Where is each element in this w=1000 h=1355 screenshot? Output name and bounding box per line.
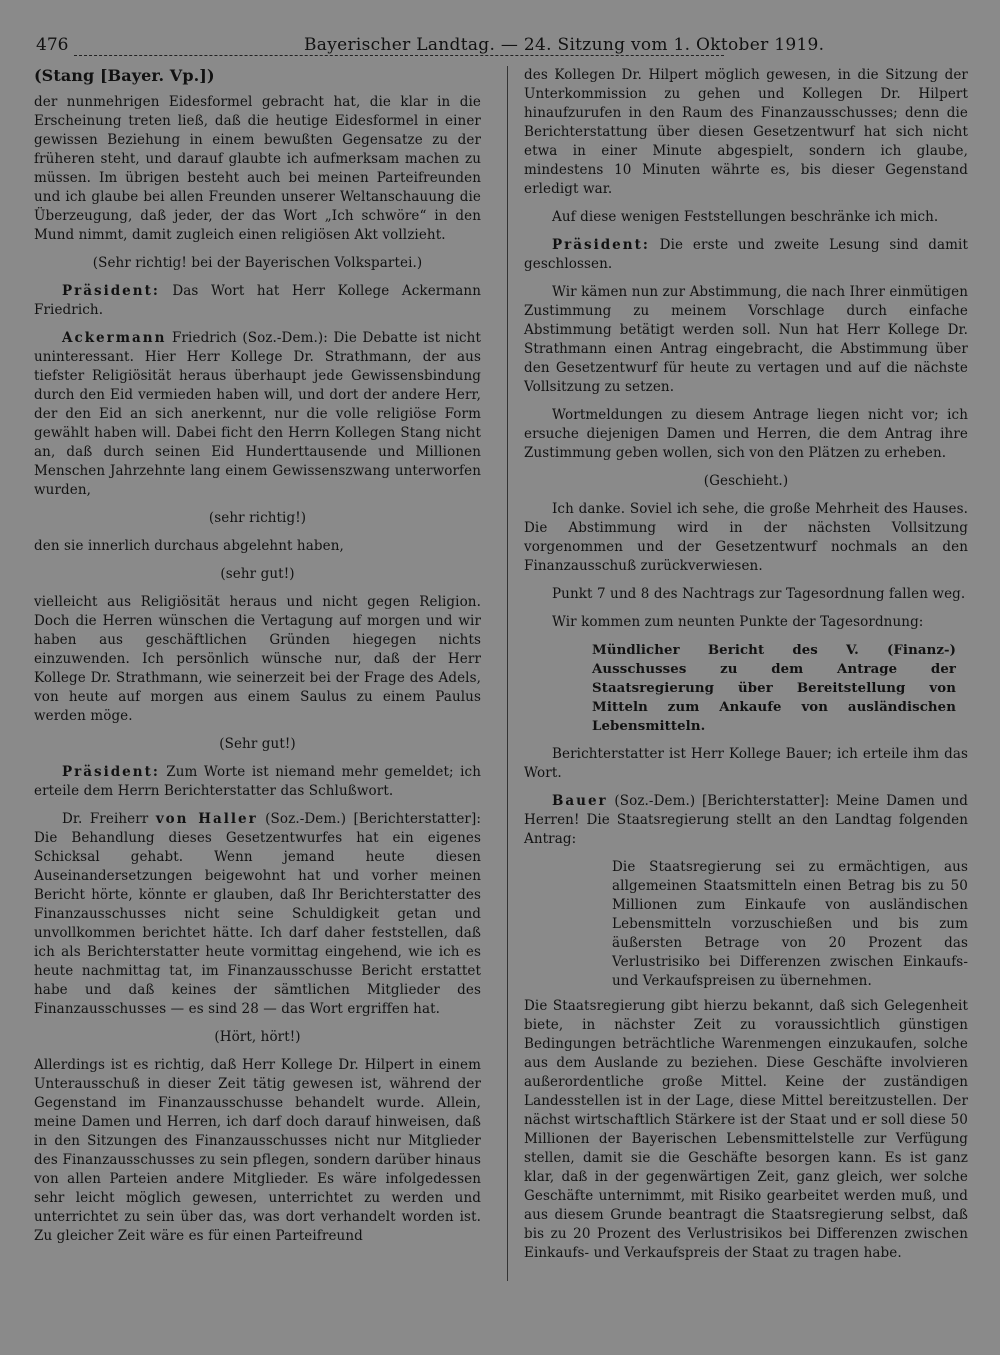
running-title: Bayerischer Landtag. — 24. Sitzung vom 1. Oktober 1919. [304,35,825,55]
paragraph: Ich danke. Soviel ich sehe, die große Mehrheit des Hauses. Die Abstimmung wird in der nächsten Vollsitzung vorgenommen und der Gesetzentwurf nochmals an den Finanzausschuß zurückverwiesen. [524,501,968,574]
speaker-continuation: (Stang [Bayer. Vp.]) [34,66,215,85]
right-column [524,66,968,1272]
paragraph: Wir kämen nun zur Abstimmung, die nach Ihrer einmütigen Zustimmung zu meinem Vorschlage durch einfache Abstimmung betätigt werden soll. Nun hat Herr Kollege Dr. Strathmann einen Antrag eingebracht, die Abstimmung über den Gesetzentwurf für heute zu vertagen und auf die nächste Vollsitzung zu setzen. [524,284,968,395]
paragraph: Präsident: Zum Worte ist niemand mehr gemeldet; ich erteile dem Herrn Berichterstatter das Schlußwort. [34,764,481,799]
speaker-name: von Haller [155,811,258,827]
paragraph: Auf diese wenigen Feststellungen beschränke ich mich. [552,209,939,225]
column-divider [507,66,508,1281]
paragraph: Dr. Freiherr von Haller (Soz.-Dem.) [Berichterstatter]: Die Behandlung dieses Gesetzentwurfes hat ein eigenes Schicksal gehabt. Wenn jemand heute diesen Auseinandersetzungen beigewohnt hat und vorher meinen Bericht hörte, könnte er glauben, daß Ihr Berichterstatter des Finanzausschusses nicht seine Schuldigkeit getan und unvollkommen berichtet hätte. Ich darf daher feststellen, daß ich als Berichterstatter heute vormittag eingehend, wie ich es heute nachmittag tat, im Finanzausschusse Bericht erstattet habe und daß keines der sämtlichen Mitglieder des Finanzausschusses — es sind 28 — das Wort ergriffen hat. [34,811,481,1017]
agenda-item: Mündlicher Bericht des V. (Finanz-) Ausschusses zu dem Antrage der Staatsregierung über Bereitstellung von Mitteln zum Ankaufe von ausländischen Lebensmitteln. [592,643,956,734]
speaker-name: Präsident: [62,283,160,299]
paragraph: der nunmehrigen Eidesformel gebracht hat, die klar in die Erscheinung treten ließ, daß die heutige Eidesformel in einer gewissen Beziehung in einem bewußten Gegensatze zu der früheren steht, und darauf glaubte ich aufmerksam machen zu müssen. Im übrigen besteht auch bei meinen Parteifreunden und ich glaube bei allen Freunden unserer Weltanschauung die Überzeugung, daß jeder, der das Wort „Ich schwöre“ in den Mund nimmt, damit zugleich einen religiösen Akt vollzieht. [34,94,481,243]
paragraph: den sie innerlich durchaus abgelehnt haben, [34,538,344,554]
interjection: (Hört, hört!) [214,1029,301,1045]
speaker-name: Bauer [552,793,608,809]
page-number: 476 [36,35,69,55]
interjection: (Sehr richtig! bei der Bayerischen Volkspartei.) [92,255,423,271]
speaker-name: Präsident: [552,237,650,253]
paragraph: Die Staatsregierung gibt hierzu bekannt, daß sich Gelegenheit biete, in nächster Zeit zu voraussichtlich günstigen Bedingungen beträchtliche Warenmengen einzukaufen, solche aus dem Auslande zu beziehen. Diese Geschäfte involvieren außerordentliche große Mittel. Keine der zuständigen Landesstellen ist in der Lage, diese Mittel bereitzustellen. Der nächst wirtschaftlich Stärkere ist der Staat und er soll diese 50 Millionen der Bayerischen Lebensmittelstelle zur Verfügung stellen, damit sie die Geschäfte besorgen kann. Es ist ganz klar, daß in der gegenwärtigen Zeit, ganz gleich, wer solche Geschäfte unternimmt, mit Risiko gearbeitet werden muß, und aus diesem Grunde beantragt die Staatsregierung selbst, daß bis zu 20 Prozent des Verlustrisikos bei Differenzen zwischen Einkaufs- und Verkaufspreis der Staat zu tragen habe. [524,998,968,1261]
paragraph: Wortmeldungen zu diesem Antrage liegen nicht vor; ich ersuche diejenigen Damen und Herren, die dem Antrag ihre Zustimmung geben wollen, sich von den Plätzen zu erheben. [524,407,968,461]
interjection: (Geschieht.) [703,473,789,489]
interjection: (Sehr gut!) [219,736,296,752]
left-column [34,66,481,1255]
page-header [34,30,974,60]
motion-quote: Die Staatsregierung sei zu ermächtigen, aus allgemeinen Staatsmitteln einen Betrag bis zu 50 Millionen zum Einkaufe von ausländischen Lebensmitteln vorzuschießen und bis zum äußersten Betrage von 20 Prozent das Verlustrisiko bei Differenzen zwischen Einkaufs- und Verkaufspreisen zu übernehmen. [612,859,968,989]
paragraph: Punkt 7 und 8 des Nachtrags zur Tagesordnung fallen weg. [552,586,966,602]
paragraph: Präsident: Die erste und zweite Lesung sind damit geschlossen. [524,237,968,272]
paragraph: Bauer (Soz.-Dem.) [Berichterstatter]: Meine Damen und Herren! Die Staatsregierung stellt an den Landtag folgenden Antrag: [524,793,968,847]
speaker-name: Ackermann [62,330,167,346]
paragraph: vielleicht aus Religiösität heraus und nicht gegen Religion. Doch die Herren wünschen die Vertagung auf morgen und wir haben aus geschäftlichen Gründen hiegegen nichts einzuwenden. Ich persönlich wünsche nur, daß der Herr Kollege Dr. Strathmann, wie seinerzeit bei der Frage des Adels, von heute auf morgen aus einem Saulus zu einem Paulus werden möge. [34,594,481,724]
paragraph: Berichterstatter ist Herr Kollege Bauer; ich erteile ihm das Wort. [524,746,968,781]
paragraph: des Kollegen Dr. Hilpert möglich gewesen, in die Sitzung der Unterkommission zu gehen und Kollegen Dr. Hilpert hinaufzurufen in den Raum des Finanzausschusses; denn die Berichterstattung über diesen Gesetzentwurf hat sich nicht etwa in einer Minute abgespielt, sondern ich glaube, mindestens 10 Minuten währte es, bis dieser Gegenstand erledigt war. [524,67,968,197]
speaker-name: Präsident: [62,764,160,780]
paragraph: Ackermann Friedrich (Soz.-Dem.): Die Debatte ist nicht uninteressant. Hier Herr Kollege Dr. Strathmann, der aus tiefster Religiösität heraus überhaupt jede Gewissensbindung durch den Eid vermieden haben will, und dort der andere Herr, der den Eid an sich anerkennt, nur die volle religiöse Form gewählt haben will. Dabei ficht den Herrn Kollegen Stang nicht an, daß durch seinen Eid Hunderttausende und Millionen Menschen Jahrzehnte lang einem Gewissenszwang unterworfen wurden, [34,330,481,498]
interjection: (sehr gut!) [220,566,295,582]
paragraph: Allerdings ist es richtig, daß Herr Kollege Dr. Hilpert in einem Unterausschuß in dieser Zeit tätig gewesen ist, während der Gegenstand im Finanzausschusse behandelt wurde. Allein, meine Damen und Herren, ich darf doch darauf hinweisen, daß in den Sitzungen des Finanzausschusses nicht nur Mitglieder des Finanzausschusses zu sein pflegen, sondern darüber hinaus von allen Parteien andere Mitglieder. Es wäre infolgedessen sehr leicht möglich gewesen, unterrichtet zu werden und unterrichtet zu sein über das, was dort verhandelt worden ist. Zu gleicher Zeit wäre es für einen Parteifreund [34,1057,481,1244]
paragraph: Wir kommen zum neunten Punkte der Tagesordnung: [552,614,924,630]
paragraph: Präsident: Das Wort hat Herr Kollege Ackermann Friedrich. [34,283,481,318]
interjection: (sehr richtig!) [208,510,307,526]
